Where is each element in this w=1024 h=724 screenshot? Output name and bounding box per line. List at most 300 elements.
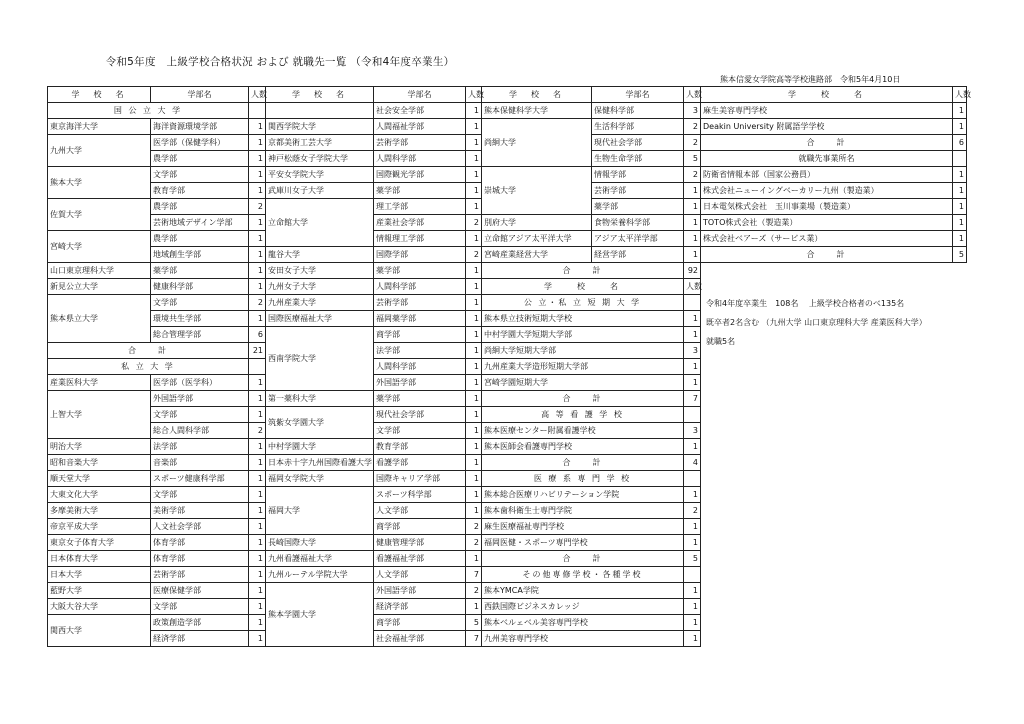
table-row xyxy=(266,455,482,471)
table-row xyxy=(482,375,701,391)
school-name: 関西大学 xyxy=(48,615,151,647)
count: 3 xyxy=(684,423,701,439)
empty-cell xyxy=(684,471,701,487)
school-name: 尚絅大学 xyxy=(482,119,592,167)
count: 1 xyxy=(249,375,266,391)
note-former-graduates: 既卒者2名含む （九州大学 山口東京理科大学 産業医科大学） xyxy=(706,318,927,327)
department-name: 人文学部 xyxy=(374,503,466,519)
count: 1 xyxy=(953,103,967,119)
department-name: 医学部（保健学科） xyxy=(151,135,249,151)
section-title: 国 公 立 大 学 xyxy=(48,103,249,119)
count: 1 xyxy=(466,279,482,295)
total-label: 合 計 xyxy=(48,343,249,359)
section-row xyxy=(482,567,701,583)
table-row xyxy=(48,471,266,487)
table-row xyxy=(48,519,266,535)
department-name: 芸術学部 xyxy=(374,295,466,311)
department-name: 法学部 xyxy=(374,343,466,359)
header-row xyxy=(482,279,701,295)
table-row xyxy=(48,439,266,455)
school-name: 麻生医療福祉専門学校 xyxy=(482,519,684,535)
count: 1 xyxy=(684,199,701,215)
section-row xyxy=(48,359,266,375)
total-count: 21 xyxy=(249,343,266,359)
count: 3 xyxy=(684,103,701,119)
count: 1 xyxy=(953,119,967,135)
empty-cell xyxy=(249,103,266,119)
school-name: 平安女学院大学 xyxy=(266,167,374,183)
school-name: 日本体育大学 xyxy=(48,551,151,567)
table-row xyxy=(482,599,701,615)
count: 2 xyxy=(684,119,701,135)
total-count: 92 xyxy=(684,263,701,279)
column-header-count: 人数 xyxy=(684,279,701,295)
count: 2 xyxy=(684,503,701,519)
department-name: 医療保健学部 xyxy=(151,583,249,599)
school-name: 帝京平成大学 xyxy=(48,519,151,535)
table-row xyxy=(48,487,266,503)
table-row xyxy=(482,311,701,327)
note-employment: 就職5名 xyxy=(706,337,736,346)
count: 2 xyxy=(466,215,482,231)
department-name: 人間科学部 xyxy=(374,359,466,375)
total-row xyxy=(482,263,701,279)
total-label: 合 計 xyxy=(482,455,684,471)
table-row xyxy=(482,583,701,599)
school-name: 安田女子大学 xyxy=(266,263,374,279)
count: 1 xyxy=(249,183,266,199)
employer-name: 株式会社ニューイングベーカリー九州（製造業） xyxy=(701,183,953,199)
column-header-count: 人数 xyxy=(684,87,701,103)
school-name: 昭和音楽大学 xyxy=(48,455,151,471)
section-row xyxy=(482,407,701,423)
school-name: 大阪大谷大学 xyxy=(48,599,151,615)
school-name: 西鉄国際ビジネスカレッジ xyxy=(482,599,684,615)
department-name: 理工学部 xyxy=(374,199,466,215)
table-row xyxy=(701,183,967,199)
school-name: 熊本学園大学 xyxy=(266,583,374,647)
table-row xyxy=(701,199,967,215)
count: 1 xyxy=(249,631,266,647)
table-row xyxy=(266,199,482,215)
department-name: アジア太平洋学部 xyxy=(592,231,684,247)
count: 1 xyxy=(684,439,701,455)
department-name: 音楽部 xyxy=(151,455,249,471)
department-name: 健康科学部 xyxy=(151,279,249,295)
section-row xyxy=(701,151,967,167)
table-row xyxy=(48,615,266,631)
count: 1 xyxy=(249,439,266,455)
table-row xyxy=(48,199,266,215)
table-row xyxy=(48,167,266,183)
section-title: その他専修学校・各種学校 xyxy=(482,567,684,583)
count: 1 xyxy=(249,263,266,279)
header-row xyxy=(266,87,482,103)
count: 1 xyxy=(249,615,266,631)
count: 1 xyxy=(249,167,266,183)
count: 2 xyxy=(249,295,266,311)
count: 1 xyxy=(684,583,701,599)
school-name: 熊本医療センター附属看護学校 xyxy=(482,423,684,439)
school-name: 熊本大学 xyxy=(48,167,151,199)
count: 1 xyxy=(249,215,266,231)
department-name: 国際キャリア学部 xyxy=(374,471,466,487)
page-title: 令和5年度 上級学校合格状況 および 就職先一覧 （令和4年度卒業生） xyxy=(105,56,455,68)
count: 1 xyxy=(466,359,482,375)
total-label: 合 計 xyxy=(701,247,953,263)
count: 2 xyxy=(466,519,482,535)
department-name: 芸術学部 xyxy=(592,183,684,199)
department-name: 生活科学部 xyxy=(592,119,684,135)
header-row xyxy=(701,87,967,103)
department-name: 体育学部 xyxy=(151,551,249,567)
school-name: 宮崎大学 xyxy=(48,231,151,263)
school-name: 立命館大学 xyxy=(266,199,374,247)
count: 1 xyxy=(684,327,701,343)
count: 1 xyxy=(953,231,967,247)
empty-cell xyxy=(249,359,266,375)
school-name: 熊本県立技術短期大学校 xyxy=(482,311,684,327)
count: 1 xyxy=(953,199,967,215)
table-overseas-employment xyxy=(700,86,971,263)
department-name: 看護福祉学部 xyxy=(374,551,466,567)
column-header-school: 学 校 名 xyxy=(701,87,953,103)
count: 1 xyxy=(249,599,266,615)
table-private-universities-2 xyxy=(265,86,482,647)
total-count: 7 xyxy=(684,391,701,407)
issuer-line: 熊本信愛女学院高等学校進路部 令和5年4月10日 xyxy=(720,75,901,84)
total-count: 5 xyxy=(684,551,701,567)
table-row xyxy=(48,551,266,567)
school-name: 尚絅大学短期大学部 xyxy=(482,343,684,359)
total-row xyxy=(482,455,701,471)
count: 7 xyxy=(466,567,482,583)
count: 1 xyxy=(466,295,482,311)
school-name: 明治大学 xyxy=(48,439,151,455)
department-name: 農学部 xyxy=(151,231,249,247)
count: 2 xyxy=(684,167,701,183)
count: 1 xyxy=(249,135,266,151)
table-row xyxy=(48,231,266,247)
count: 1 xyxy=(249,247,266,263)
school-name: 佐賀大学 xyxy=(48,199,151,231)
table-row xyxy=(482,343,701,359)
count: 1 xyxy=(466,135,482,151)
section-title: 就職先事業所名 xyxy=(701,151,953,167)
department-name: 人間科学部 xyxy=(374,279,466,295)
total-row xyxy=(482,391,701,407)
count: 1 xyxy=(466,375,482,391)
table-row xyxy=(701,231,967,247)
table-public-private-universities xyxy=(47,86,266,647)
school-name: 第一薬科大学 xyxy=(266,391,374,407)
table-row xyxy=(482,615,701,631)
count: 1 xyxy=(466,471,482,487)
department-name: 現代社会学部 xyxy=(592,135,684,151)
count: 1 xyxy=(249,583,266,599)
school-name: 福岡女学院大学 xyxy=(266,471,374,487)
table-row xyxy=(48,567,266,583)
total-label: 合 計 xyxy=(482,263,684,279)
table-row xyxy=(701,215,967,231)
department-name: 外国語学部 xyxy=(151,391,249,407)
department-name: 情報学部 xyxy=(592,167,684,183)
department-name: 教育学部 xyxy=(151,183,249,199)
employer-name: 日本電気株式会社 玉川事業場（製造業） xyxy=(701,199,953,215)
total-row xyxy=(48,343,266,359)
school-name: 長崎国際大学 xyxy=(266,535,374,551)
table-row xyxy=(48,535,266,551)
school-name: 西南学院大学 xyxy=(266,327,374,391)
empty-cell xyxy=(953,151,967,167)
count: 1 xyxy=(953,183,967,199)
empty-cell xyxy=(684,407,701,423)
count: 1 xyxy=(466,551,482,567)
total-row xyxy=(482,551,701,567)
department-name: 文学部 xyxy=(151,407,249,423)
table-row xyxy=(48,599,266,615)
department-name: 薬学部 xyxy=(374,391,466,407)
total-row xyxy=(701,247,967,263)
school-name: 順天堂大学 xyxy=(48,471,151,487)
count: 1 xyxy=(684,183,701,199)
department-name: 総合管理学部 xyxy=(151,327,249,343)
school-name: 日本赤十字九州国際看護大学 xyxy=(266,455,374,471)
department-name: 国際学部 xyxy=(374,247,466,263)
department-name: 産業社会学部 xyxy=(374,215,466,231)
table-row xyxy=(48,391,266,407)
department-name: 経営学部 xyxy=(592,247,684,263)
table-row xyxy=(482,103,701,119)
school-name: 藍野大学 xyxy=(48,583,151,599)
table-row xyxy=(266,487,482,503)
count: 1 xyxy=(466,439,482,455)
school-name: Deakin University 附属語学学校 xyxy=(701,119,953,135)
table-universities-colleges xyxy=(481,86,701,647)
school-name: 麻生美容専門学校 xyxy=(701,103,953,119)
count: 1 xyxy=(249,519,266,535)
school-name: 立命館アジア太平洋大学 xyxy=(482,231,592,247)
table-row xyxy=(266,391,482,407)
table-row xyxy=(48,119,266,135)
department-name: 商学部 xyxy=(374,615,466,631)
department-name: 芸術学部 xyxy=(151,567,249,583)
table-row xyxy=(266,567,482,583)
count: 1 xyxy=(466,231,482,247)
column-header-count: 人数 xyxy=(466,87,482,103)
school-name: 熊本総合医療リハビリテーション学院 xyxy=(482,487,684,503)
count: 1 xyxy=(684,311,701,327)
table-row xyxy=(266,103,482,119)
school-name: 中村学園大学短期大学部 xyxy=(482,327,684,343)
school-name: 熊本歯科衛生士専門学院 xyxy=(482,503,684,519)
department-name: 法学部 xyxy=(151,439,249,455)
table-row xyxy=(266,439,482,455)
department-name: 看護学部 xyxy=(374,455,466,471)
total-count: 6 xyxy=(953,135,967,151)
section-title: 私 立 大 学 xyxy=(48,359,249,375)
count: 1 xyxy=(953,167,967,183)
count: 1 xyxy=(249,407,266,423)
employer-name: 株式会社ベアーズ（サービス業） xyxy=(701,231,953,247)
department-name: 社会福祉学部 xyxy=(374,631,466,647)
school-name: 九州美容専門学校 xyxy=(482,631,684,647)
table-row xyxy=(701,103,967,119)
column-header-department: 学部名 xyxy=(592,87,684,103)
school-name: 九州産業大学造形短期大学部 xyxy=(482,359,684,375)
table-row xyxy=(48,375,266,391)
department-name: 商学部 xyxy=(374,327,466,343)
table-row xyxy=(266,551,482,567)
count: 1 xyxy=(684,231,701,247)
table-row xyxy=(482,247,701,263)
column-header-department: 学部名 xyxy=(374,87,466,103)
count: 1 xyxy=(466,263,482,279)
table-row xyxy=(266,279,482,295)
department-name: 商学部 xyxy=(374,519,466,535)
table-row xyxy=(266,247,482,263)
table-row xyxy=(48,583,266,599)
school-name: 九州大学 xyxy=(48,135,151,167)
department-name: 政策創造学部 xyxy=(151,615,249,631)
school-name: 筑紫女学園大学 xyxy=(266,407,374,439)
note-graduates: 令和4年度卒業生 108名 上級学校合格者のべ135名 xyxy=(706,299,905,308)
department-name: 生物生命学部 xyxy=(592,151,684,167)
school-name: 九州産業大学 xyxy=(266,295,374,311)
department-name: 人間福祉学部 xyxy=(374,119,466,135)
count: 1 xyxy=(249,535,266,551)
department-name: スポーツ健康科学部 xyxy=(151,471,249,487)
table-row xyxy=(48,263,266,279)
count: 5 xyxy=(466,615,482,631)
count: 1 xyxy=(466,311,482,327)
section-row xyxy=(48,103,266,119)
table-row xyxy=(48,279,266,295)
school-name: 九州看護福祉大学 xyxy=(266,551,374,567)
count: 1 xyxy=(249,455,266,471)
column-header-school: 学 校 名 xyxy=(482,279,684,295)
count: 1 xyxy=(466,151,482,167)
count: 1 xyxy=(684,247,701,263)
count: 1 xyxy=(466,423,482,439)
department-name: 総合人間科学部 xyxy=(151,423,249,439)
school-name: 九州ルーテル学院大学 xyxy=(266,567,374,583)
table-row xyxy=(701,119,967,135)
count: 1 xyxy=(466,183,482,199)
table-row xyxy=(482,439,701,455)
table-row xyxy=(482,215,701,231)
school-name: 東京女子体育大学 xyxy=(48,535,151,551)
school-name: 武庫川女子大学 xyxy=(266,183,374,199)
count: 1 xyxy=(466,327,482,343)
department-name: 芸術地域デザイン学部 xyxy=(151,215,249,231)
school-name: 熊本YMCA学院 xyxy=(482,583,684,599)
department-name: 芸術学部 xyxy=(374,135,466,151)
count: 1 xyxy=(249,503,266,519)
school-name: 福岡医健・スポーツ専門学校 xyxy=(482,535,684,551)
count: 1 xyxy=(466,599,482,615)
count: 2 xyxy=(684,135,701,151)
count: 1 xyxy=(466,391,482,407)
department-name: 外国語学部 xyxy=(374,583,466,599)
section-row xyxy=(482,295,701,311)
count: 1 xyxy=(684,375,701,391)
school-name: 新見公立大学 xyxy=(48,279,151,295)
count: 2 xyxy=(466,247,482,263)
count: 1 xyxy=(249,279,266,295)
department-name: 人間科学部 xyxy=(374,151,466,167)
department-name: 健康管理学部 xyxy=(374,535,466,551)
count: 2 xyxy=(249,423,266,439)
school-name: 崇城大学 xyxy=(482,167,592,215)
table-row xyxy=(266,583,482,599)
table-row xyxy=(482,519,701,535)
summary-notes xyxy=(706,294,927,351)
count: 1 xyxy=(249,151,266,167)
table-row xyxy=(266,151,482,167)
school-name: 産業医科大学 xyxy=(48,375,151,391)
school-name: 日本大学 xyxy=(48,567,151,583)
school-name: 中村学園大学 xyxy=(266,439,374,455)
school-name xyxy=(266,103,374,119)
total-count: 5 xyxy=(953,247,967,263)
count: 1 xyxy=(249,471,266,487)
employer-name: TOTO株式会社（製造業） xyxy=(701,215,953,231)
department-name: 食物栄養科学部 xyxy=(592,215,684,231)
table-row xyxy=(266,119,482,135)
table-row xyxy=(266,471,482,487)
school-name: 福岡大学 xyxy=(266,487,374,535)
department-name: 体育学部 xyxy=(151,535,249,551)
count: 1 xyxy=(249,567,266,583)
department-name: 教育学部 xyxy=(374,439,466,455)
count: 1 xyxy=(466,487,482,503)
column-header-count: 人数 xyxy=(249,87,266,103)
school-name: 大東文化大学 xyxy=(48,487,151,503)
count: 5 xyxy=(684,151,701,167)
table-row xyxy=(482,167,701,183)
school-name: 関西学院大学 xyxy=(266,119,374,135)
school-name: 宮崎産業経営大学 xyxy=(482,247,592,263)
count: 1 xyxy=(466,119,482,135)
count: 1 xyxy=(684,535,701,551)
department-name: 海洋資源環境学部 xyxy=(151,119,249,135)
column-header-department: 学部名 xyxy=(151,87,249,103)
department-name: 薬学部 xyxy=(374,263,466,279)
department-name: 農学部 xyxy=(151,151,249,167)
department-name: 外国語学部 xyxy=(374,375,466,391)
department-name: 農学部 xyxy=(151,199,249,215)
table-row xyxy=(266,295,482,311)
department-name: 環境共生学部 xyxy=(151,311,249,327)
school-name: 熊本医師会看護専門学校 xyxy=(482,439,684,455)
department-name: 経済学部 xyxy=(374,599,466,615)
table-row xyxy=(482,535,701,551)
count: 1 xyxy=(684,631,701,647)
count: 1 xyxy=(249,119,266,135)
school-name: 九州女子大学 xyxy=(266,279,374,295)
section-title: 医 療 系 専 門 学 校 xyxy=(482,471,684,487)
school-name: 別府大学 xyxy=(482,215,592,231)
department-name: 保健科学部 xyxy=(592,103,684,119)
school-name: 多摩美術大学 xyxy=(48,503,151,519)
count: 1 xyxy=(466,199,482,215)
table-row xyxy=(266,135,482,151)
count: 1 xyxy=(466,103,482,119)
department-name: 人文社会学部 xyxy=(151,519,249,535)
empty-cell xyxy=(684,567,701,583)
total-count: 4 xyxy=(684,455,701,471)
